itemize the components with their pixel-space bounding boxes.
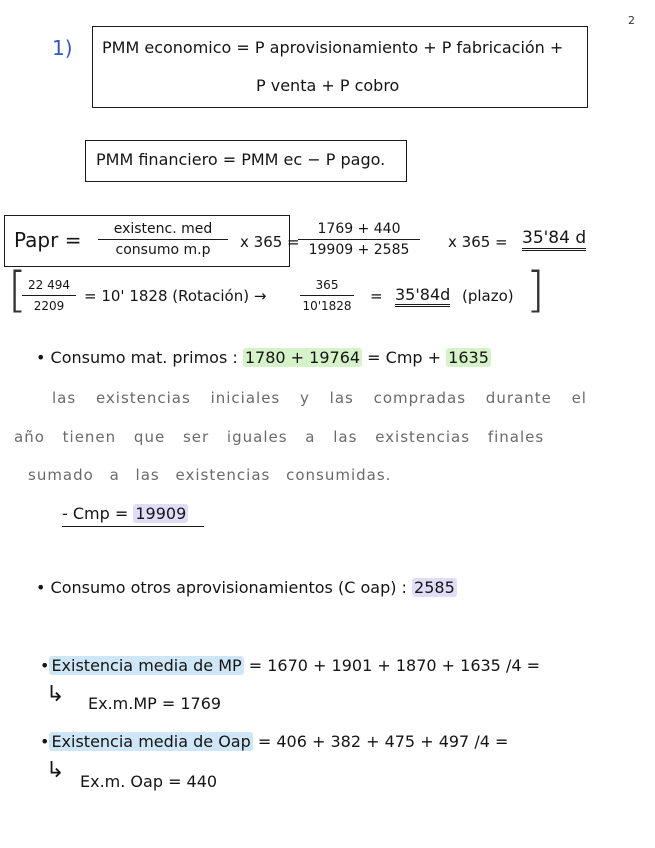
- arrow-hook-icon: ↳: [46, 682, 65, 707]
- existencia-oap-label: Existencia media de Oap: [51, 732, 251, 751]
- rotation-fraction: [22, 276, 76, 315]
- rotation-plazo-denominator: 10'1828: [302, 299, 352, 313]
- consumo-highlight-b: 1635: [448, 348, 489, 367]
- existencia-oap-formula: = 406 + 382 + 475 + 497 /4 =: [257, 732, 509, 751]
- fraction-bar: [298, 239, 420, 240]
- rotation-equals: = 10' 1828 (Rotación) →: [84, 287, 267, 305]
- cmp-label: Cmp =: [72, 504, 129, 523]
- papr-numerator: existenc. med: [113, 221, 213, 237]
- otros-label: • Consumo otros aprovisionamientos (C oap) :: [36, 578, 407, 597]
- right-bracket: ]: [526, 262, 545, 318]
- fraction-bar: [22, 295, 76, 296]
- explanation-line-1: las existencias iniciales y las compradas durante el: [52, 389, 587, 407]
- cmp-value: 19909: [135, 504, 187, 523]
- existencia-mp-line: [40, 656, 540, 675]
- otros-value: 2585: [414, 578, 455, 597]
- bullet: •: [40, 732, 50, 751]
- papr-result: 35'84 d: [522, 228, 586, 251]
- papr-times365: x 365 =: [240, 233, 300, 251]
- existencia-oap-line: [40, 732, 508, 751]
- consumo-line: [36, 348, 491, 367]
- arrow-hook-icon: ↳: [46, 758, 65, 783]
- explanation-line-2: año tienen que ser iguales a las existencias finales: [14, 428, 545, 446]
- formula-economico-line2: P venta + P cobro: [256, 76, 400, 95]
- existencia-mp-label: Existencia media de MP: [51, 656, 242, 675]
- rotation-numerator: 22 494: [28, 278, 70, 292]
- rotation-plazo-fraction: [300, 276, 354, 315]
- consumo-highlight-a: 1780 + 19764: [244, 348, 361, 367]
- fraction-bar: [300, 295, 354, 296]
- left-bracket: [: [8, 262, 27, 318]
- consumo-middle: = Cmp +: [367, 348, 442, 367]
- papr-values-denominator: 19909 + 2585: [308, 242, 410, 258]
- papr-label: Papr =: [14, 228, 82, 252]
- existencia-mp-result: Ex.m.MP = 1769: [88, 694, 222, 713]
- fraction-bar: [98, 239, 228, 240]
- rotation-result: 35'84d: [395, 285, 450, 307]
- papr-fraction: [98, 220, 228, 259]
- papr-denominator: consumo m.p: [115, 242, 211, 258]
- item-number: 1): [52, 36, 73, 60]
- papr-values-numerator: 1769 + 440: [317, 221, 401, 237]
- otros-line: [36, 578, 457, 597]
- formula-financiero: PMM financiero = PMM ec − P pago.: [96, 150, 386, 169]
- papr-values-fraction: [298, 220, 420, 259]
- rotation-denominator: 2209: [33, 299, 65, 313]
- rotation-plazo-numerator: 365: [315, 278, 339, 292]
- rotation-eq2: =: [370, 287, 383, 305]
- bullet: •: [40, 656, 50, 675]
- formula-economico-line1: PMM economico = P aprovisionamiento + P fabricación +: [102, 38, 564, 57]
- papr-times365-2: x 365 =: [448, 233, 508, 251]
- existencia-oap-result: Ex.m. Oap = 440: [80, 772, 218, 791]
- page-number: 2: [628, 14, 635, 27]
- consumo-label: • Consumo mat. primos :: [36, 348, 238, 367]
- cmp-result: [62, 504, 204, 527]
- explanation-line-3: sumado a las existencias consumidas.: [28, 466, 392, 484]
- existencia-mp-formula: = 1670 + 1901 + 1870 + 1635 /4 =: [248, 656, 540, 675]
- cmp-dash: -: [62, 504, 68, 523]
- rotation-note: (plazo): [462, 287, 514, 305]
